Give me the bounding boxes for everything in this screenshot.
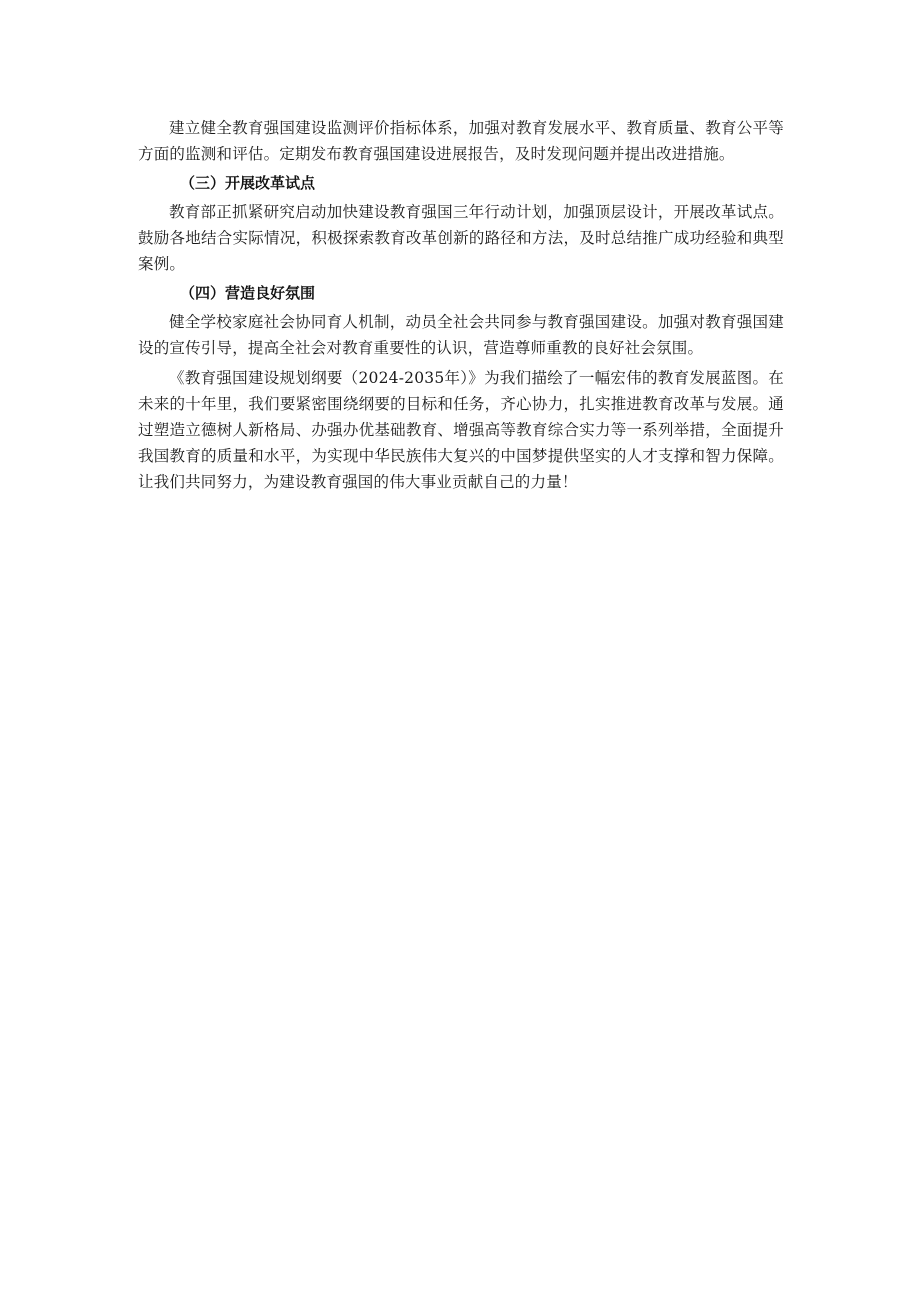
paragraph-atmosphere: 健全学校家庭社会协同育人机制，动员全社会共同参与教育强国建设。加强对教育强国建设的宣传引导，提高全社会对教育重要性的认识，营造尊师重教的良好社会氛围。 — [138, 313, 784, 357]
paragraph-monitoring: 建立健全教育强国建设监测评价指标体系，加强对教育发展水平、教育质量、教育公平等方面的监测和评估。定期发布教育强国建设进展报告，及时发现问题并提出改进措施。 — [138, 119, 784, 163]
paragraph-reform-pilot: 教育部正抓紧研究启动加快建设教育强国三年行动计划，加强顶层设计，开展改革试点。鼓励各地结合实际情况，积极探索教育改革创新的路径和方法，及时总结推广成功经验和典型案例。 — [138, 203, 784, 273]
paragraph-conclusion: 《教育强国建设规划纲要（2024-2035年）》为我们描绘了一幅宏伟的教育发展蓝图。在未来的十年里，我们要紧密围绕纲要的目标和任务，齐心协力，扎实推进教育改革与发展。通过塑造立德树人新格局、办强办优基础教育、增强高等教育综合实力等一系列举措，全面提升我国教育的质量和水平，为实现中华民族伟大复兴的中国梦提供坚实的人才支撑和智力保障。让我们共同努力，为建设教育强国的伟大事业贡献自己的力量！ — [138, 369, 784, 491]
heading-reform-pilot: （三）开展改革试点 — [180, 174, 316, 192]
document-body — [138, 115, 784, 499]
heading-atmosphere: （四）营造良好氛围 — [180, 284, 316, 302]
